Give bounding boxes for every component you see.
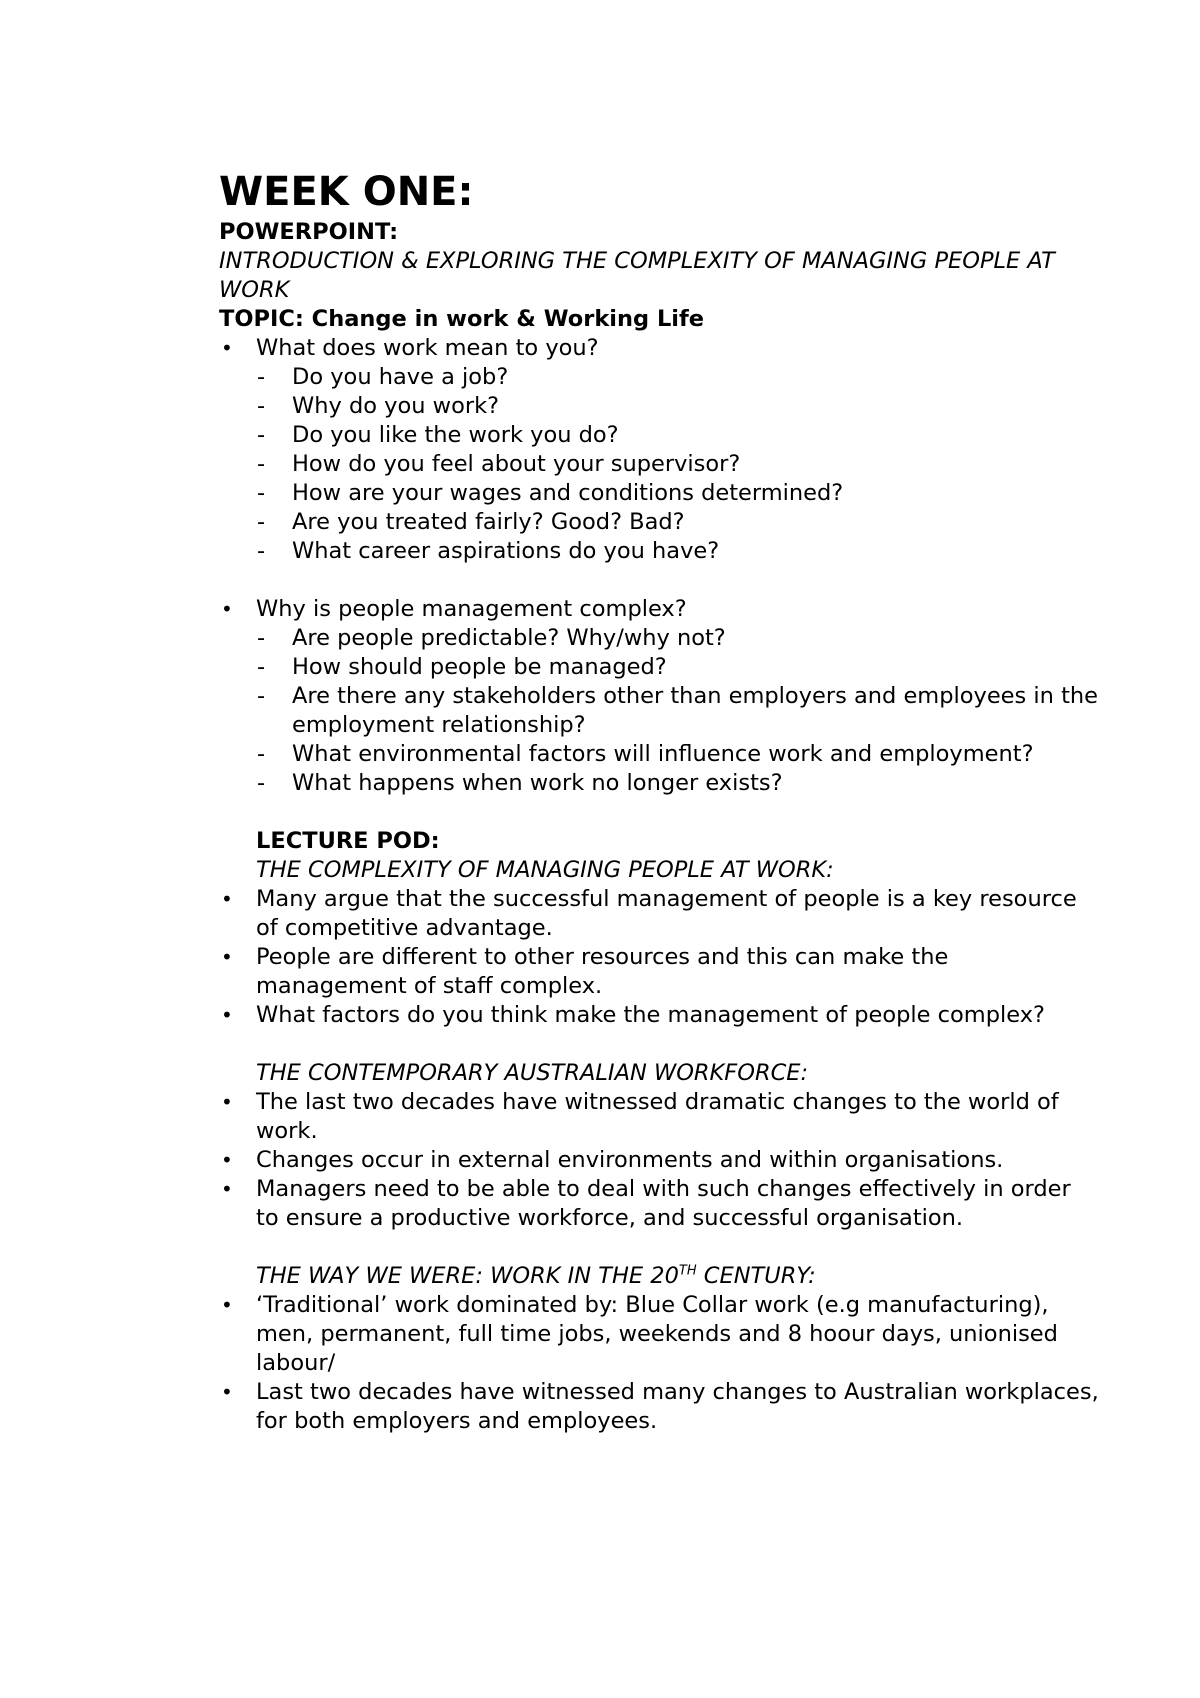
bullet-item <box>219 1001 1099 1030</box>
sub-item <box>219 508 1099 537</box>
sub-item <box>219 740 1099 769</box>
bullet-text: Many argue that the successful management of people is a key resource of competitive advantage. <box>256 886 1077 941</box>
bullet-icon: • <box>221 945 233 969</box>
bullet-item <box>219 885 1099 943</box>
bullet-text: Changes occur in external environments and within organisations. <box>256 1147 1004 1173</box>
sub-item <box>219 653 1099 682</box>
superscript-th: TH <box>678 1263 697 1279</box>
sub-item <box>219 682 1099 740</box>
spacer <box>219 1030 1099 1059</box>
sub-item-text: What environmental factors will influence work and employment? <box>292 741 1034 767</box>
bullet-text: What does work mean to you? <box>256 335 599 361</box>
sub-item <box>219 769 1099 798</box>
bullet-item <box>219 1291 1099 1378</box>
sub-item-text: Do you like the work you do? <box>292 422 619 448</box>
sub-item-text: Why do you work? <box>292 393 500 419</box>
bullet-item <box>219 1088 1099 1146</box>
sub-item-text: Are you treated fairly? Good? Bad? <box>292 509 685 535</box>
bullet-item <box>219 1146 1099 1175</box>
workforce-heading: THE CONTEMPORARY AUSTRALIAN WORKFORCE: <box>256 1060 809 1086</box>
dash-icon: - <box>257 451 266 477</box>
sub-item <box>219 479 1099 508</box>
bullet-icon: • <box>221 1293 233 1317</box>
bullet-icon: • <box>221 1177 233 1201</box>
dash-icon: - <box>257 625 266 651</box>
bullet-text: ‘Traditional’ work dominated by: Blue Collar work (e.g manufacturing), men, permanent, full time jobs, weekends and 8 hoour days, unionised labour/ <box>256 1292 1058 1376</box>
bullet-item <box>219 334 1099 363</box>
powerpoint-heading: POWERPOINT: <box>219 219 399 245</box>
lecture-pod-heading: LECTURE POD: <box>256 828 440 854</box>
dash-icon: - <box>257 393 266 419</box>
dash-icon: - <box>257 654 266 680</box>
bullet-text: The last two decades have witnessed dramatic changes to the world of work. <box>256 1089 1059 1144</box>
dash-icon: - <box>257 364 266 390</box>
sub-item-text: How are your wages and conditions determined? <box>292 480 844 506</box>
sub-item-text: Are there any stakeholders other than employers and employees in the employment relationship? <box>292 683 1098 738</box>
sub-item-text: Do you have a job? <box>292 364 509 390</box>
bullet-icon: • <box>221 1090 233 1114</box>
sub-item <box>219 421 1099 450</box>
dash-icon: - <box>257 509 266 535</box>
powerpoint-subtitle: INTRODUCTION & EXPLORING THE COMPLEXITY OF MANAGING PEOPLE AT WORK <box>219 248 1055 303</box>
way-we-were-heading-text: THE WAY WE WERE: WORK IN THE 20 <box>256 1263 679 1289</box>
sub-item <box>219 392 1099 421</box>
dash-icon: - <box>257 480 266 506</box>
sub-item <box>219 537 1099 566</box>
spacer <box>219 798 1099 827</box>
bullet-item <box>219 1175 1099 1233</box>
sub-item-text: What happens when work no longer exists? <box>292 770 783 796</box>
bullet-icon: • <box>221 1003 233 1027</box>
bullet-text: Why is people management complex? <box>256 596 687 622</box>
spacer <box>219 1233 1099 1262</box>
sub-item-text: How do you feel about your supervisor? <box>292 451 741 477</box>
dash-icon: - <box>257 770 266 796</box>
bullet-icon: • <box>221 597 233 621</box>
sub-item <box>219 363 1099 392</box>
sub-item <box>219 624 1099 653</box>
bullet-item <box>219 595 1099 624</box>
dash-icon: - <box>257 538 266 564</box>
bullet-text: Last two decades have witnessed many changes to Australian workplaces, for both employers and employees. <box>256 1379 1099 1434</box>
dash-icon: - <box>257 683 266 709</box>
bullet-icon: • <box>221 1148 233 1172</box>
document-body <box>219 168 1099 1436</box>
sub-item-text: How should people be managed? <box>292 654 667 680</box>
bullet-icon: • <box>221 336 233 360</box>
lecture-pod-subheading: THE COMPLEXITY OF MANAGING PEOPLE AT WORK: <box>256 857 834 883</box>
dash-icon: - <box>257 422 266 448</box>
bullet-text: People are different to other resources and this can make the management of staff complex. <box>256 944 949 999</box>
way-we-were-heading <box>219 1262 1099 1291</box>
document-title: WEEK ONE: <box>219 169 474 215</box>
topic-heading: TOPIC: Change in work & Working Life <box>219 306 705 332</box>
bullet-icon: • <box>221 1380 233 1404</box>
dash-icon: - <box>257 741 266 767</box>
bullet-icon: • <box>221 887 233 911</box>
sub-item-text: What career aspirations do you have? <box>292 538 720 564</box>
bullet-item <box>219 1378 1099 1436</box>
bullet-text: Managers need to be able to deal with such changes effectively in order to ensure a productive workforce, and successful organisation. <box>256 1176 1071 1231</box>
way-we-were-heading-tail: CENTURY: <box>696 1263 816 1289</box>
sub-item <box>219 450 1099 479</box>
bullet-item <box>219 943 1099 1001</box>
sub-item-text: Are people predictable? Why/why not? <box>292 625 726 651</box>
bullet-text: What factors do you think make the management of people complex? <box>256 1002 1045 1028</box>
spacer <box>219 566 1099 595</box>
